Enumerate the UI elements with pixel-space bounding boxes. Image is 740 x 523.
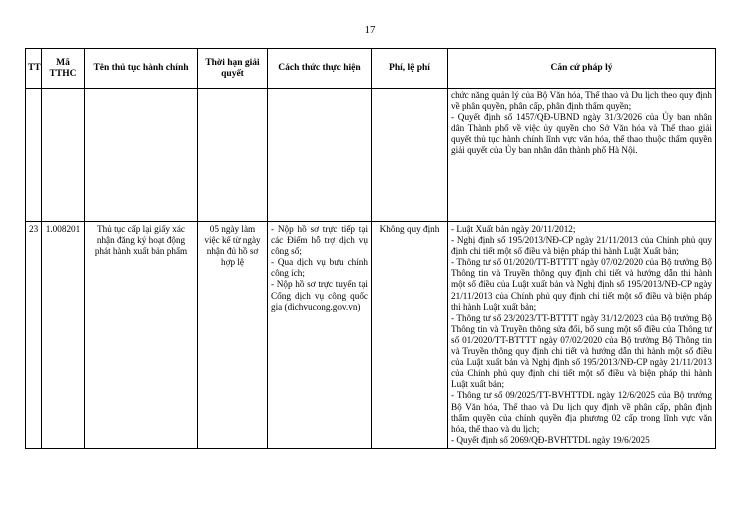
cell-empty xyxy=(85,89,198,222)
procedures-table xyxy=(25,48,716,449)
legal-item: - Luật Xuất bản ngày 20/11/2012; xyxy=(451,224,576,234)
legal-item: chức năng quản lý của Bộ Văn hóa, Thể thao và Du lịch theo quy định về phân quyền, phân cấp, phân định thẩm quyền; xyxy=(451,90,712,112)
cell-empty xyxy=(198,89,268,222)
legal-item: - Thông tư số 23/2023/TT-BTTTT ngày 31/12/2023 của Bộ trưởng Bộ Thông tin và Truyền thông sửa đổi, bổ sung một số điều của Thông tư số 01/2020/TT-BTTTT ngày 07/02/2020 của Bộ trưởng Bộ Thông tin và Truyền thông quy định chi tiết và hướng dẫn thi hành một số điều của Luật xuất bản và Nghị định số 195/2013/NĐ-CP ngày 21/11/2013 của Chính phủ quy định chi tiết một số điều và biện pháp thi hành Luật xuất bản; xyxy=(451,312,712,390)
fee: Không quy định xyxy=(372,222,448,449)
legal-basis-continued xyxy=(448,89,716,222)
procedure-code: 1.008201 xyxy=(42,222,85,449)
table-header-row xyxy=(26,49,716,89)
cell-empty xyxy=(26,89,42,222)
header-code: Mã TTHC xyxy=(42,49,85,89)
legal-item: - Thông tư số 01/2020/TT-BTTTT ngày 07/02/2020 của Bộ trưởng Bộ Thông tin và Truyền thông quy định chi tiết và hướng dẫn thi hành một số điều của Luật xuất bản và Nghị định số 195/2013/NĐ-CP ngày 21/11/2013 của Chính phủ quy định chi tiết một số điều và biện pháp thi hành Luật xuất bản; xyxy=(451,257,712,312)
header-time-limit: Thời hạn giải quyết xyxy=(198,49,268,89)
header-legal-basis: Căn cứ pháp lý xyxy=(448,49,716,89)
header-tt: TT xyxy=(26,49,42,89)
submission-methods xyxy=(268,222,372,449)
method-item: - Nộp hồ sơ trực tuyến tại Cổng dịch vụ công quốc gia (dichvucong.gov.vn) xyxy=(271,279,368,312)
legal-item: - Nghị định số 195/2013/NĐ-CP ngày 21/11/2013 của Chính phủ quy định chi tiết một số điều và biện pháp thi hành Luật Xuất bản; xyxy=(451,235,712,257)
time-limit: 05 ngày làm việc kể từ ngày nhận đủ hồ sơ hợp lệ xyxy=(198,222,268,449)
cell-empty xyxy=(372,89,448,222)
header-name: Tên thủ tục hành chính xyxy=(85,49,198,89)
header-method: Cách thức thực hiện xyxy=(268,49,372,89)
header-fee: Phí, lệ phí xyxy=(372,49,448,89)
cell-empty xyxy=(268,89,372,222)
method-item: - Qua dịch vụ bưu chính công ích; xyxy=(271,257,368,279)
cell-empty xyxy=(42,89,85,222)
procedure-name: Thủ tục cấp lại giấy xác nhận đăng ký hoạt động phát hành xuất bản phẩm xyxy=(85,222,198,449)
legal-item: - Quyết định số 2069/QĐ-BVHTTDL ngày 19/6/2025 xyxy=(451,434,650,445)
legal-item: - Thông tư số 09/2025/TT-BVHTTDL ngày 12/6/2025 của Bộ trưởng Bộ Văn hóa, Thể thao và Du lịch quy định về phân cấp, phân định thẩm quyền của chính quyền địa phương 02 cấp trong lĩnh vực văn hóa, thể thao và du lịch; xyxy=(451,390,712,434)
method-item: - Nộp hồ sơ trực tiếp tại các Điểm hỗ trợ dịch vụ công số; xyxy=(271,224,368,257)
continued-row xyxy=(26,89,716,222)
table-row xyxy=(26,222,716,449)
page-number: 17 xyxy=(364,24,376,36)
row-number: 23 xyxy=(26,222,42,449)
legal-item: - Quyết định số 1457/QĐ-UBND ngày 31/3/2026 của Ủy ban nhân dân Thành phố về việc ủy quyền cho Sở Văn hóa và Thể thao giải quyết thủ tục hành chính lĩnh vực văn hóa, thể thao thuộc thẩm quyền giải quyết của Ủy ban nhân dân thành phố Hà Nội. xyxy=(451,112,712,156)
legal-basis xyxy=(448,222,716,449)
